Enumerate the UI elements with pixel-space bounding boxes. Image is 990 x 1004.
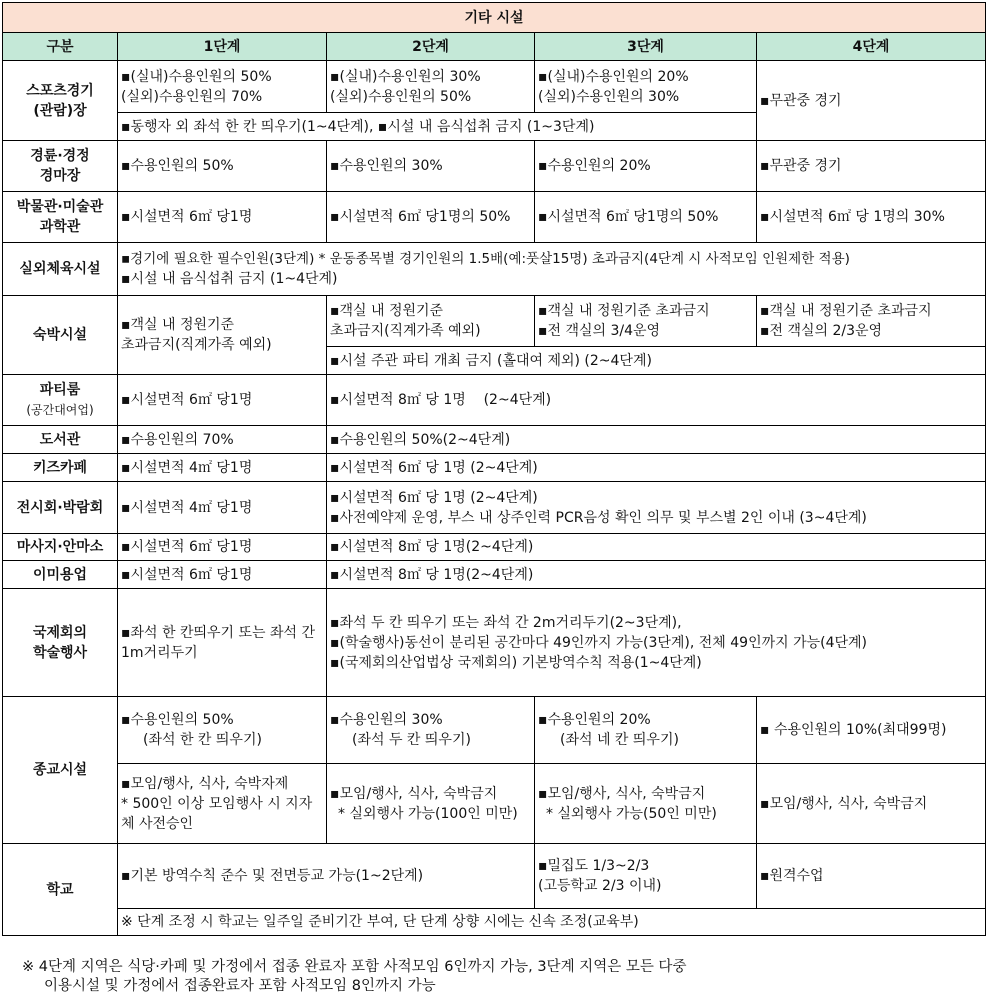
museum-stage-1: ▪시설면적 6㎡ 당1명 bbox=[118, 192, 327, 243]
exhibition-stage-2-4 bbox=[327, 482, 986, 534]
school-note: ※ 단계 조정 시 학교는 일주일 준비기간 부여, 단 단계 상향 시에는 신속 조정(교육부) bbox=[118, 909, 986, 936]
religion-b3-line1: ▪모임/행사, 식사, 숙박금지 bbox=[538, 785, 706, 802]
facility-table bbox=[2, 2, 986, 936]
header-stage-4: 4단계 bbox=[757, 33, 986, 61]
exhibition-line1: ▪시설면적 6㎡ 당 1명 (2~4단계) bbox=[330, 489, 538, 506]
religion-b-stage-4: ▪모임/행사, 식사, 숙박금지 bbox=[757, 764, 986, 844]
religion-b-stage-2 bbox=[327, 764, 535, 844]
sports-s3-line1: ▪(실내)수용인원의 20% bbox=[538, 68, 689, 85]
lodging-s1-line1: ▪객실 내 정원기준 bbox=[121, 317, 235, 333]
racing-name-line1: 경륜·경정 bbox=[30, 148, 90, 164]
row-beauty-category: 이미용업 bbox=[3, 561, 118, 589]
religion-a-stage-3 bbox=[535, 697, 757, 764]
row-sports-category bbox=[3, 61, 118, 141]
religion-a3-line2: (좌석 네 칸 띄우기) bbox=[560, 732, 679, 748]
school-stage-3 bbox=[535, 844, 757, 909]
exhibition-stage-1: ▪시설면적 4㎡ 당1명 bbox=[118, 482, 327, 534]
row-partyroom-category bbox=[3, 375, 118, 426]
row-exhibition-category: 전시회·박람회 bbox=[3, 482, 118, 534]
religion-b2-line2: * 실외행사 가능(100인 미만) bbox=[338, 805, 518, 822]
conference-line1: ▪좌석 두 칸 띄우기 또는 좌석 간 2m거리두기(2~3단계), bbox=[330, 614, 682, 631]
religion-b3-line2: * 실외행사 가능(50인 미만) bbox=[546, 805, 717, 822]
religion-a-stage-4: ▪ 수용인원의 10%(최대99명) bbox=[757, 697, 986, 764]
museum-stage-4: ▪시설면적 6㎡ 당 1명의 30% bbox=[757, 192, 986, 243]
row-library-category: 도서관 bbox=[3, 426, 118, 454]
partyroom-stage-2-4: ▪시설면적 8㎡ 당 1명 (2~4단계) bbox=[327, 375, 986, 426]
sports-name-line1: 스포츠경기 bbox=[26, 82, 94, 99]
outdoor-line1: ▪경기에 필요한 필수인원(3단계) * 운동종목별 경기인원의 1.5배(예:풋살15명) 초과금지(4단계 시 사적모임 인원제한 적용) bbox=[121, 251, 850, 267]
sports-s3-line2: (실외)수용인원의 30% bbox=[538, 88, 680, 105]
museum-name-line1: 박물관·미술관 bbox=[16, 199, 104, 215]
header-category: 구분 bbox=[3, 33, 118, 61]
header-stage-1: 1단계 bbox=[118, 33, 327, 61]
school-stage-4: ▪원격수업 bbox=[757, 844, 986, 909]
lodging-common: ▪시설 주관 파티 개최 금지 (홀대여 제외) (2~4단계) bbox=[327, 347, 986, 375]
partyroom-name-line2: (공간대여업) bbox=[26, 403, 94, 417]
row-museum-category bbox=[3, 192, 118, 243]
conference-stage-2-4 bbox=[327, 589, 986, 697]
racing-stage-1: ▪수용인원의 50% bbox=[118, 141, 327, 192]
lodging-s2-line1: ▪객실 내 정원기준 bbox=[330, 303, 444, 319]
lodging-s2-line2: 초과금지(직계가족 예외) bbox=[330, 323, 481, 339]
footnote-line1: ※ 4단계 지역은 식당·카페 및 가정에서 접종 완료자 포함 사적모임 6인까지 가능, 3단계 지역은 모든 다중 bbox=[22, 959, 687, 975]
racing-name-line2: 경마장 bbox=[39, 168, 81, 184]
exhibition-line2: ▪사전예약제 운영, 부스 내 상주인력 PCR음성 확인 의무 및 부스별 2인 이내 (3~4단계) bbox=[330, 509, 867, 526]
massage-stage-1: ▪시설면적 6㎡ 당1명 bbox=[118, 534, 327, 561]
racing-stage-3: ▪수용인원의 20% bbox=[535, 141, 757, 192]
kidscafe-stage-2-4: ▪시설면적 6㎡ 당 1명 (2~4단계) bbox=[327, 454, 986, 482]
religion-a2-line2: (좌석 두 칸 띄우기) bbox=[352, 732, 471, 748]
religion-b1-line2: * 500인 이상 모임행사 시 지자체 사전승인 bbox=[121, 795, 313, 832]
religion-a2-line1: ▪수용인원의 30% bbox=[330, 712, 443, 728]
school-stage-1-2: ▪기본 방역수칙 준수 및 전면등교 가능(1~2단계) bbox=[118, 844, 535, 909]
museum-stage-3: ▪시설면적 6㎡ 당1명의 50% bbox=[535, 192, 757, 243]
footnote-line2: 이용시설 및 가정에서 접종완료자 포함 사적모임 8인까지 가능 bbox=[44, 978, 436, 994]
row-racing-category bbox=[3, 141, 118, 192]
lodging-s4-line1: ▪객실 내 정원기준 초과금지 bbox=[760, 303, 932, 319]
beauty-stage-1: ▪시설면적 6㎡ 당1명 bbox=[118, 561, 327, 589]
library-stage-2-4: ▪수용인원의 50%(2~4단계) bbox=[327, 426, 986, 454]
partyroom-stage-1: ▪시설면적 6㎡ 당1명 bbox=[118, 375, 327, 426]
row-lodging-category: 숙박시설 bbox=[3, 296, 118, 375]
header-stage-2: 2단계 bbox=[327, 33, 535, 61]
sports-stage-4: ▪무관중 경기 bbox=[757, 61, 986, 141]
header-stage-3: 3단계 bbox=[535, 33, 757, 61]
beauty-stage-2-4: ▪시설면적 8㎡ 당 1명(2~4단계) bbox=[327, 561, 986, 589]
conference-line3: ▪(국제회의산업법상 국제회의) 기본방역수칙 적용(1~4단계) bbox=[330, 654, 702, 671]
lodging-stage-4 bbox=[757, 296, 986, 347]
sports-stage-1 bbox=[118, 61, 327, 113]
religion-a-stage-2 bbox=[327, 697, 535, 764]
lodging-stage-1 bbox=[118, 296, 327, 375]
sports-common bbox=[118, 113, 757, 141]
partyroom-name-line1: 파티룸 bbox=[39, 382, 81, 398]
lodging-s3-line2: ▪전 객실의 3/4운영 bbox=[538, 323, 661, 339]
school-s3-line2: (고등학교 2/3 이내) bbox=[538, 878, 662, 894]
footnote bbox=[22, 958, 982, 996]
conference-stage-1: ▪좌석 한 칸띄우기 또는 좌석 간 1m거리두기 bbox=[118, 589, 327, 697]
sports-stage-3 bbox=[535, 61, 757, 113]
museum-name-line2: 과학관 bbox=[39, 219, 81, 235]
lodging-s1-line2: 초과금지(직계가족 예외) bbox=[121, 337, 272, 353]
sports-s1-line2: (실외)수용인원의 70% bbox=[121, 88, 263, 105]
conference-name-line2: 학술행사 bbox=[32, 644, 88, 661]
religion-b-stage-3 bbox=[535, 764, 757, 844]
sports-s1-line1: ▪(실내)수용인원의 50% bbox=[121, 68, 272, 85]
row-conference-category bbox=[3, 589, 118, 697]
row-massage-category: 마사지·안마소 bbox=[3, 534, 118, 561]
lodging-stage-3 bbox=[535, 296, 757, 347]
library-stage-1: ▪수용인원의 70% bbox=[118, 426, 327, 454]
museum-stage-2: ▪시설면적 6㎡ 당1명의 50% bbox=[327, 192, 535, 243]
outdoor-all-stages bbox=[118, 243, 986, 296]
sports-name-line2: (관람)장 bbox=[33, 102, 87, 119]
racing-stage-2: ▪수용인원의 30% bbox=[327, 141, 535, 192]
outdoor-line2: ▪시설 내 음식섭취 금지 (1~4단계) bbox=[121, 271, 338, 287]
row-kidscafe-category: 키즈카페 bbox=[3, 454, 118, 482]
religion-a1-line1: ▪수용인원의 50% bbox=[121, 712, 234, 728]
school-s3-line1: ▪밀집도 1/3~2/3 bbox=[538, 858, 650, 874]
conference-name-line1: 국제회의 bbox=[32, 624, 88, 641]
religion-b2-line1: ▪모임/행사, 식사, 숙박금지 bbox=[330, 785, 498, 802]
sports-s2-line2: (실외)수용인원의 50% bbox=[330, 88, 472, 105]
religion-a1-line2: (좌석 한 칸 띄우기) bbox=[143, 732, 262, 748]
religion-a3-line1: ▪수용인원의 20% bbox=[538, 712, 651, 728]
sports-stage-2 bbox=[327, 61, 535, 113]
religion-b1-line1: ▪모임/행사, 식사, 숙박자제 bbox=[121, 775, 289, 792]
row-school-category: 학교 bbox=[3, 844, 118, 936]
row-religion-category: 종교시설 bbox=[3, 697, 118, 844]
lodging-s3-line1: ▪객실 내 정원기준 초과금지 bbox=[538, 303, 710, 319]
sports-common-text: ▪동행자 외 좌석 한 칸 띄우기(1~4단계), ▪시설 내 음식섭취 금지 (1~3단계) bbox=[121, 118, 595, 135]
religion-b-stage-1 bbox=[118, 764, 327, 844]
row-outdoor-category: 실외체육시설 bbox=[3, 243, 118, 296]
massage-stage-2-4: ▪시설면적 8㎡ 당 1명(2~4단계) bbox=[327, 534, 986, 561]
sports-s2-line1: ▪(실내)수용인원의 30% bbox=[330, 68, 481, 85]
lodging-stage-2 bbox=[327, 296, 535, 347]
table-title: 기타 시설 bbox=[3, 3, 986, 33]
racing-stage-4: ▪무관중 경기 bbox=[757, 141, 986, 192]
lodging-s4-line2: ▪전 객실의 2/3운영 bbox=[760, 323, 883, 339]
conference-line2: ▪(학술행사)동선이 분리된 공간마다 49인까지 가능(3단계), 전체 49인까지 가능(4단계) bbox=[330, 634, 868, 651]
kidscafe-stage-1: ▪시설면적 4㎡ 당1명 bbox=[118, 454, 327, 482]
religion-a-stage-1 bbox=[118, 697, 327, 764]
